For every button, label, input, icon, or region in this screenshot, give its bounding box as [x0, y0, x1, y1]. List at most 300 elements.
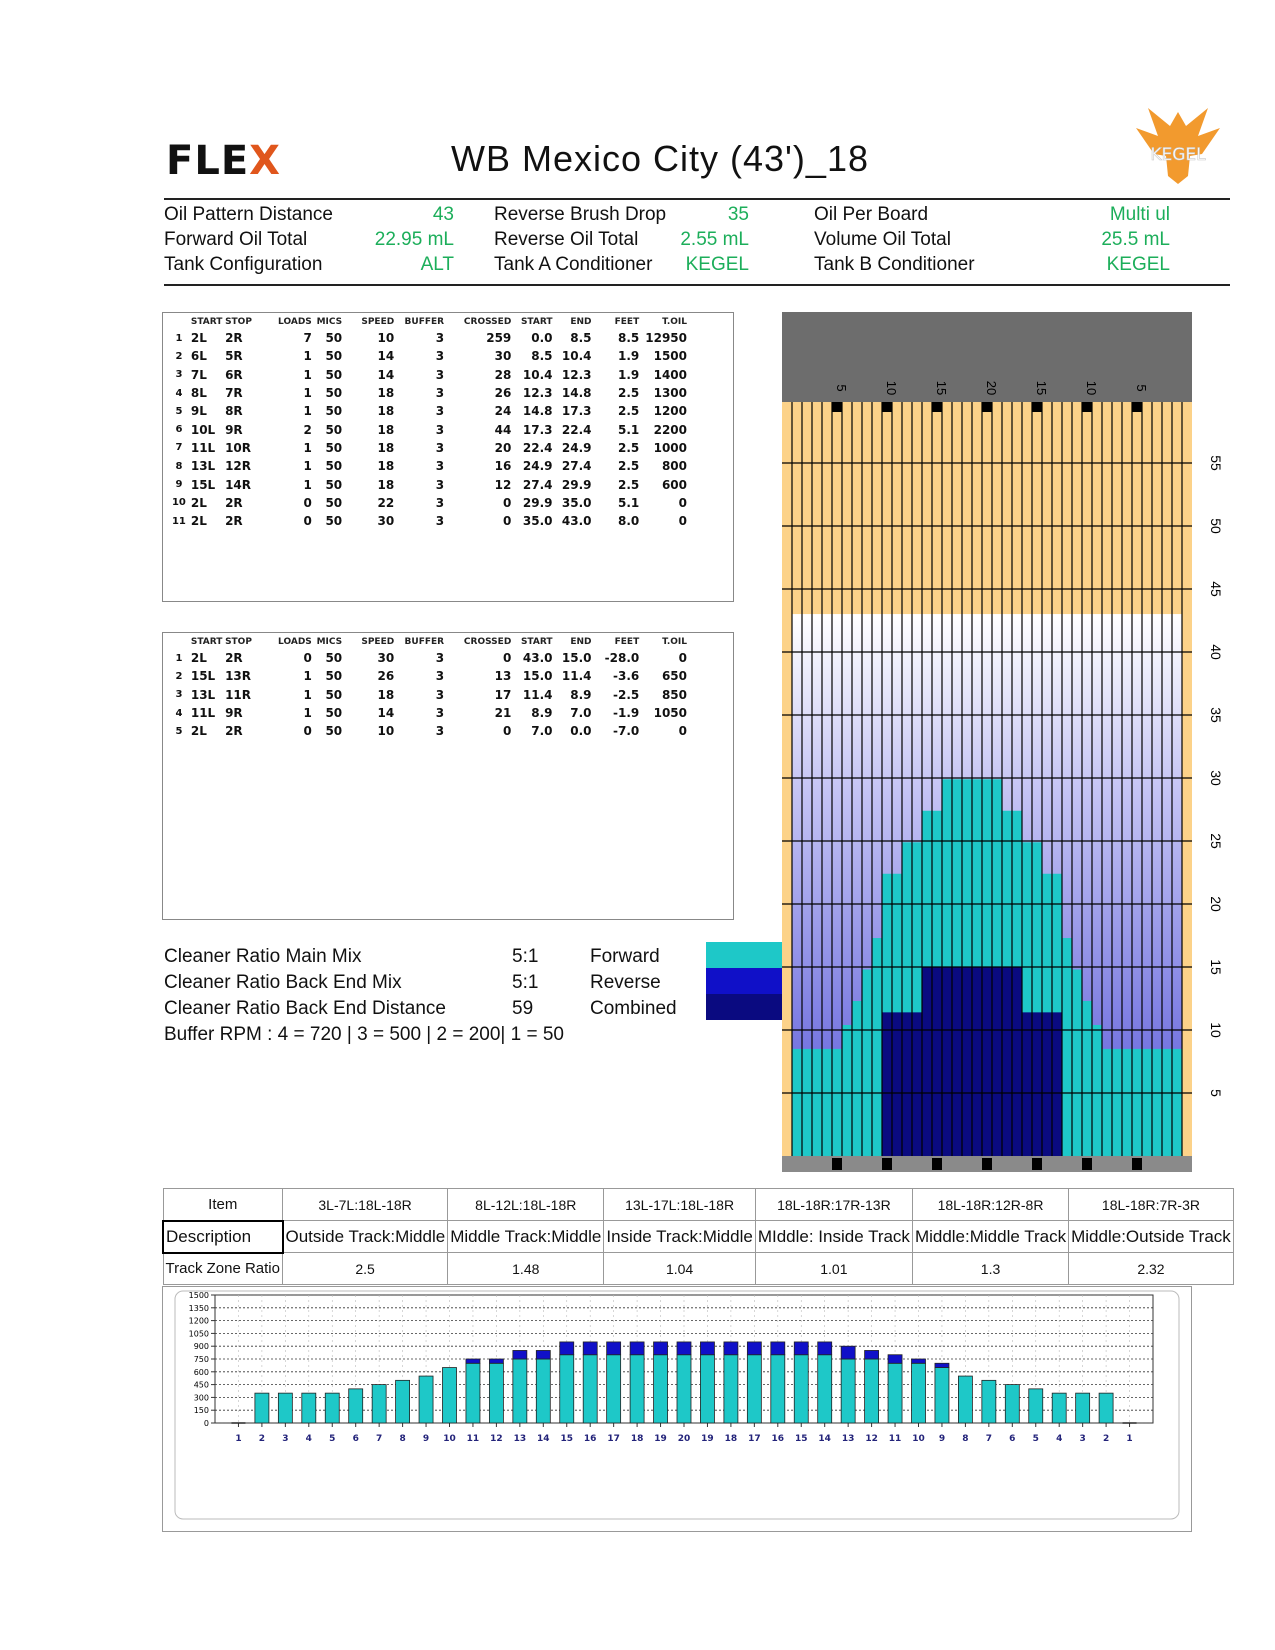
bar-forward — [1076, 1393, 1090, 1423]
table-cell: 11R — [225, 687, 252, 702]
x-tick-label: 9 — [422, 1434, 430, 1444]
table-header-cell: FEET — [614, 317, 640, 327]
bar-reverse — [536, 1350, 550, 1359]
bar-forward — [560, 1355, 574, 1423]
legend-swatch — [706, 994, 782, 1020]
kegel-logo-text: KEGEL — [1150, 145, 1206, 165]
bar-forward — [982, 1380, 996, 1423]
table-cell: 4 — [175, 387, 183, 399]
bar-forward — [443, 1368, 457, 1423]
table-cell: 9L — [190, 404, 207, 419]
distance-label: 5 — [1208, 1089, 1224, 1097]
distance-label: 15 — [1208, 959, 1224, 975]
board-forward-oil — [1112, 1049, 1122, 1156]
summary-value: Multi ul — [1109, 204, 1170, 225]
table-cell: 5R — [225, 349, 243, 364]
table-header-cell: STOP — [225, 637, 252, 647]
table-cell: 7R — [225, 386, 243, 401]
table-cell: 12950 — [645, 331, 687, 346]
table-row — [167, 686, 687, 704]
zone-cell: 13L-17L:18L-18R — [604, 1189, 755, 1221]
bar-reverse — [700, 1342, 714, 1355]
table-row — [167, 704, 687, 722]
table-cell: 2.5 — [617, 386, 640, 401]
table-cell: 1 — [303, 367, 312, 382]
table-row — [167, 494, 687, 512]
bar-forward — [700, 1355, 714, 1423]
zone-description-row — [163, 1221, 1233, 1253]
target-arrow — [932, 402, 942, 412]
board-forward-oil — [1142, 1049, 1152, 1156]
distance-label: 55 — [1208, 455, 1224, 471]
x-tick-label: 13 — [513, 1434, 527, 1444]
table-header-cell: START — [190, 637, 223, 647]
table-cell: 0 — [502, 724, 512, 739]
table-cell: 50 — [325, 386, 343, 401]
summary-value: 2.55 mL — [680, 229, 749, 250]
bar-forward — [724, 1355, 738, 1423]
table-cell: 10.4 — [561, 349, 592, 364]
table-cell: 17 — [494, 687, 512, 702]
summary-value: ALT — [420, 254, 454, 275]
board-forward-oil — [1162, 1049, 1172, 1156]
bar-forward — [771, 1355, 785, 1423]
table-cell: 2L — [190, 651, 207, 666]
board-combined-oil — [942, 967, 952, 1156]
table-cell: 2 — [175, 670, 183, 682]
board-forward-oil — [872, 938, 882, 1156]
table-header-cell: FEET — [614, 637, 640, 647]
bar-forward — [794, 1355, 808, 1423]
table-cell: 1000 — [653, 440, 687, 455]
board-combined-oil — [982, 967, 992, 1156]
bar-forward — [278, 1393, 292, 1423]
zone-cell: 1.3 — [912, 1253, 1068, 1285]
table-cell: 50 — [325, 495, 343, 510]
table-cell: 1300 — [653, 386, 687, 401]
bar-forward — [1099, 1393, 1113, 1423]
table-row — [167, 649, 687, 667]
zone-cell: Middle:Outside Track — [1069, 1221, 1234, 1253]
table-cell: 27.4 — [522, 477, 553, 492]
table-cell: 6L — [190, 349, 207, 364]
table-cell: 1.9 — [617, 349, 640, 364]
table-cell: 3 — [435, 386, 445, 401]
table-row — [167, 439, 687, 457]
table-header-cell: LOADS — [278, 637, 312, 647]
table-row — [167, 457, 687, 475]
table-cell: 5.1 — [617, 495, 640, 510]
legend-swatch — [706, 942, 782, 968]
table-cell: 16 — [494, 459, 512, 474]
table-cell: 6 — [175, 424, 183, 436]
bar-forward — [255, 1393, 269, 1423]
table-cell: 4 — [175, 707, 183, 719]
table-cell: 26 — [494, 386, 512, 401]
bar-forward — [654, 1355, 668, 1423]
table-header-cell: T.OIL — [662, 317, 687, 327]
table-cell: 1 — [303, 669, 312, 684]
bar-forward — [607, 1355, 621, 1423]
table-header-cell: START — [190, 317, 223, 327]
table-header-cell: CROSSED — [463, 317, 512, 327]
bar-reverse — [818, 1342, 832, 1355]
bar-reverse — [677, 1342, 691, 1355]
table-cell: 8.5 — [617, 331, 640, 346]
bar-forward — [935, 1368, 949, 1423]
summary-value: KEGEL — [1106, 254, 1170, 275]
table-cell: 3 — [435, 514, 445, 529]
summary-label: Oil Pattern Distance — [164, 204, 333, 225]
x-tick-label: 20 — [677, 1434, 691, 1444]
bar-forward — [958, 1376, 972, 1423]
bar-reverse — [747, 1342, 761, 1355]
table-cell: 2L — [190, 495, 207, 510]
table-cell: 1 — [175, 332, 183, 344]
bar-reverse — [912, 1359, 926, 1363]
header-rule-top — [164, 198, 1230, 200]
approach-dot — [1132, 1158, 1142, 1170]
y-tick-label: 900 — [193, 1342, 209, 1352]
table-cell: 30 — [494, 349, 512, 364]
table-cell: 1200 — [653, 404, 687, 419]
table-cell: 2R — [225, 495, 243, 510]
left-gutter — [782, 402, 792, 1156]
zone-cell: MIddle: Inside Track — [755, 1221, 912, 1253]
zone-cell: Description — [163, 1221, 283, 1253]
zone-cell: Inside Track:Middle — [604, 1221, 755, 1253]
bar-forward — [513, 1359, 527, 1423]
table-cell: 8.5 — [570, 331, 592, 346]
bar-reverse — [630, 1342, 644, 1355]
legend-swatch — [706, 968, 782, 994]
board-forward-oil — [832, 1049, 842, 1156]
arrow-label: 10 — [1084, 380, 1099, 396]
y-tick-label: 300 — [193, 1393, 209, 1403]
table-cell: 20 — [494, 440, 512, 455]
table-cell: 12.3 — [522, 386, 553, 401]
table-cell: 50 — [325, 651, 343, 666]
table-cell: 50 — [325, 440, 343, 455]
table-cell: 14 — [377, 367, 395, 382]
bar-forward — [888, 1363, 902, 1423]
table-header-cell: SPEED — [361, 637, 395, 647]
y-tick-label: 1350 — [188, 1303, 209, 1313]
cleaner-label: Cleaner Ratio Back End Distance — [164, 998, 446, 1019]
oil-bar-chart-frame — [162, 1286, 1192, 1532]
x-tick-label: 3 — [1079, 1434, 1086, 1444]
cleaner-value: 5:1 — [512, 972, 539, 993]
table-cell: -2.5 — [612, 687, 640, 702]
x-tick-label: 4 — [1056, 1434, 1063, 1444]
x-tick-label: 16 — [771, 1434, 785, 1444]
board-combined-oil — [972, 967, 982, 1156]
x-tick-label: 11 — [888, 1434, 902, 1444]
table-cell: 24.9 — [561, 440, 592, 455]
y-tick-label: 450 — [193, 1380, 209, 1390]
table-cell: 14 — [377, 349, 395, 364]
x-tick-label: 17 — [607, 1434, 620, 1444]
x-tick-label: 19 — [654, 1434, 667, 1444]
table-cell: 7L — [190, 367, 207, 382]
table-row — [167, 722, 687, 740]
zone-cell: Item — [163, 1189, 283, 1221]
board-combined-oil — [1012, 967, 1022, 1156]
table-cell: 17.3 — [561, 404, 592, 419]
table-cell: 15L — [190, 477, 216, 492]
summary-label: Tank B Conditioner — [814, 254, 975, 275]
table-cell: 3 — [435, 669, 445, 684]
table-cell: 50 — [325, 706, 343, 721]
board-combined-oil — [962, 967, 972, 1156]
y-tick-label: 0 — [203, 1419, 209, 1428]
table-cell: 35.0 — [522, 514, 553, 529]
table-cell: 2 — [303, 422, 312, 437]
arrow-label: 15 — [1034, 380, 1049, 396]
table-cell: 24 — [494, 404, 512, 419]
table-cell: 1 — [303, 706, 312, 721]
x-tick-label: 2 — [1102, 1434, 1110, 1444]
table-cell: 12R — [225, 459, 252, 474]
summary-value: 35 — [727, 204, 749, 225]
table-cell: 30 — [377, 514, 395, 529]
bar-reverse — [865, 1350, 879, 1359]
summary-label: Volume Oil Total — [814, 229, 951, 250]
table-cell: 50 — [325, 404, 343, 419]
distance-label: 25 — [1208, 833, 1224, 849]
table-cell: 15.0 — [561, 651, 592, 666]
bar-reverse — [583, 1342, 597, 1355]
table-cell: 3 — [435, 706, 445, 721]
board-forward-oil — [1062, 938, 1072, 1156]
zone-cell: 1.01 — [755, 1253, 912, 1285]
distance-label: 20 — [1208, 896, 1224, 912]
buffer-rpm: Buffer RPM : 4 = 720 | 3 = 500 | 2 = 200| 1 = 50 — [164, 1024, 565, 1045]
table-cell: 8 — [175, 460, 183, 472]
board-combined-oil — [992, 967, 1002, 1156]
table-cell: 3 — [175, 689, 183, 701]
zone-cell: Outside Track:Middle — [283, 1221, 448, 1253]
x-tick-label: 8 — [962, 1434, 969, 1444]
approach-dot — [1032, 1158, 1042, 1170]
bar-forward — [1052, 1393, 1066, 1423]
legend-label: Reverse — [590, 972, 661, 993]
table-cell: 14.8 — [561, 386, 592, 401]
bar-forward — [372, 1385, 386, 1423]
table-cell: 1500 — [653, 349, 687, 364]
bar-forward — [536, 1359, 550, 1423]
table-cell: 11 — [171, 515, 186, 527]
table-cell: 0 — [678, 651, 687, 666]
x-tick-label: 18 — [630, 1434, 644, 1444]
cleaner-label: Cleaner Ratio Back End Mix — [164, 972, 402, 993]
table-cell: 3 — [435, 495, 445, 510]
board-combined-oil — [1002, 967, 1012, 1156]
board-forward-oil — [1122, 1049, 1132, 1156]
bar-reverse — [560, 1342, 574, 1355]
table-cell: 11.4 — [561, 669, 592, 684]
y-tick-label: 1050 — [188, 1329, 209, 1339]
table-cell: 24.9 — [522, 459, 553, 474]
table-cell: 3 — [435, 724, 445, 739]
table-cell: 50 — [325, 514, 343, 529]
bar-reverse — [935, 1363, 949, 1367]
board-combined-oil — [892, 1012, 902, 1156]
board-forward-oil — [1102, 1049, 1112, 1156]
x-tick-label: 12 — [865, 1434, 878, 1444]
bar-forward — [489, 1363, 503, 1423]
table-cell: 3 — [435, 459, 445, 474]
board-forward-oil — [1082, 1001, 1092, 1156]
table-cell: 9 — [175, 479, 183, 491]
table-cell: 13R — [225, 669, 252, 684]
table-cell: 26 — [377, 669, 395, 684]
board-forward-oil — [802, 1049, 812, 1156]
table-cell: 3 — [435, 422, 445, 437]
summary-label: Reverse Brush Drop — [494, 204, 667, 225]
table-cell: 11.4 — [522, 687, 553, 702]
table-cell: 10L — [190, 422, 216, 437]
board-combined-oil — [882, 1012, 892, 1156]
zone-cell: 3L-7L:18L-18R — [283, 1189, 448, 1221]
bar-forward — [325, 1393, 339, 1423]
table-cell: 1 — [175, 652, 183, 664]
target-arrow — [832, 402, 842, 412]
table-cell: 3 — [435, 349, 445, 364]
table-cell: 21 — [494, 706, 512, 721]
table-cell: 7 — [303, 331, 312, 346]
x-tick-label: 1 — [235, 1434, 242, 1444]
x-tick-label: 5 — [1032, 1434, 1039, 1444]
bar-forward — [747, 1355, 761, 1423]
table-cell: 3 — [175, 369, 183, 381]
table-cell: 800 — [661, 459, 687, 474]
table-cell: 43.0 — [522, 651, 553, 666]
table-cell: 5.1 — [617, 422, 640, 437]
table-cell: 50 — [325, 331, 343, 346]
table-header-cell — [167, 313, 191, 329]
board-forward-oil — [822, 1049, 832, 1156]
table-cell: 2200 — [653, 422, 687, 437]
table-cell: 0.0 — [531, 331, 553, 346]
table-cell: 1 — [303, 687, 312, 702]
arrow-label: 20 — [984, 380, 999, 396]
table-cell: 29.9 — [522, 495, 553, 510]
table-cell: 30 — [377, 651, 395, 666]
table-cell: 35.0 — [561, 495, 592, 510]
table-cell: 22 — [377, 495, 395, 510]
table-cell: 18 — [377, 404, 395, 419]
table-cell: 0 — [678, 495, 687, 510]
distance-label: 10 — [1208, 1022, 1224, 1038]
table-cell: 11L — [190, 440, 216, 455]
table-cell: 13L — [190, 687, 216, 702]
summary-value: KEGEL — [685, 254, 749, 275]
table-cell: 3 — [435, 404, 445, 419]
table-cell: 1.9 — [617, 367, 640, 382]
table-cell: 17.3 — [522, 422, 553, 437]
table-cell: 7.0 — [570, 706, 592, 721]
table-header-cell: END — [570, 637, 592, 647]
table-cell: 1 — [303, 404, 312, 419]
x-tick-label: 14 — [818, 1434, 831, 1444]
table-cell: 7 — [175, 442, 183, 454]
summary-label: Tank A Conditioner — [494, 254, 653, 275]
x-tick-label: 14 — [537, 1434, 550, 1444]
table-cell: 2R — [225, 651, 243, 666]
lane-dry-area — [782, 402, 1192, 614]
table-cell: 2R — [225, 514, 243, 529]
table-cell: 44 — [494, 422, 512, 437]
x-tick-label: 2 — [258, 1434, 266, 1444]
arrow-label: 5 — [1134, 384, 1149, 392]
table-cell: 1 — [303, 386, 312, 401]
kegel-logo — [1128, 104, 1228, 196]
table-cell: 5 — [175, 405, 183, 417]
summary-label: Oil Per Board — [814, 204, 929, 225]
board-forward-oil — [842, 1025, 852, 1156]
bar-forward — [677, 1355, 691, 1423]
x-tick-label: 4 — [305, 1434, 312, 1444]
x-tick-label: 11 — [466, 1434, 480, 1444]
table-row — [167, 329, 687, 347]
board-forward-oil — [1152, 1049, 1162, 1156]
table-cell: 29.9 — [561, 477, 592, 492]
summary-value: 43 — [432, 204, 454, 225]
bar-forward — [630, 1355, 644, 1423]
flex-logo — [166, 138, 281, 184]
table-row — [167, 667, 687, 685]
right-gutter — [1182, 402, 1192, 1156]
table-cell: 3 — [435, 477, 445, 492]
arrow-label: 15 — [934, 380, 949, 396]
table-row — [167, 475, 687, 493]
board-combined-oil — [952, 967, 962, 1156]
distance-label: 35 — [1208, 707, 1224, 723]
track-zone-table — [162, 1188, 1234, 1285]
zone-cell: 1.48 — [448, 1253, 604, 1285]
zone-cell: Middle Track:Middle — [448, 1221, 604, 1253]
flex-logo-x: X — [249, 138, 281, 184]
board-forward-oil — [1092, 1025, 1102, 1156]
table-cell: 7.0 — [531, 724, 553, 739]
board-forward-oil — [1072, 970, 1082, 1156]
pattern-summary — [164, 204, 1230, 280]
x-tick-label: 17 — [748, 1434, 761, 1444]
pattern-title: WB Mexico City (43')_18 — [451, 138, 869, 179]
table-cell: 18 — [377, 459, 395, 474]
approach-dot — [982, 1158, 992, 1170]
table-cell: 8.0 — [617, 514, 640, 529]
y-tick-label: 1500 — [188, 1291, 209, 1300]
summary-value: 25.5 mL — [1101, 229, 1170, 250]
arrow-label: 10 — [884, 380, 899, 396]
table-cell: 10 — [377, 724, 395, 739]
bar-forward — [912, 1363, 926, 1423]
summary-label: Reverse Oil Total — [494, 229, 639, 250]
x-tick-label: 19 — [701, 1434, 714, 1444]
table-cell: 0 — [502, 651, 512, 666]
table-cell: 1050 — [653, 706, 687, 721]
bar-forward — [583, 1355, 597, 1423]
table-cell: 3 — [435, 687, 445, 702]
x-tick-label: 10 — [443, 1434, 456, 1444]
table-cell: 0 — [678, 724, 687, 739]
table-cell: 13L — [190, 459, 216, 474]
table-header-cell: CROSSED — [463, 637, 512, 647]
approach-dot — [932, 1158, 942, 1170]
table-cell: 2R — [225, 331, 243, 346]
